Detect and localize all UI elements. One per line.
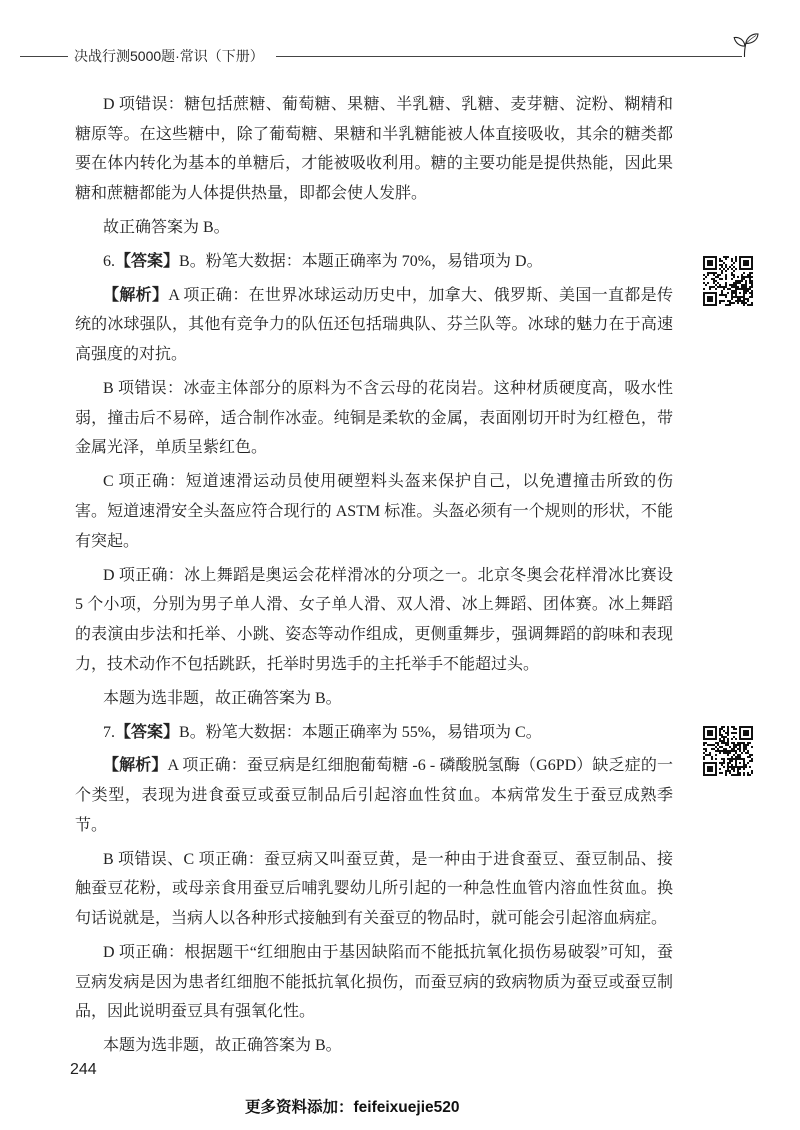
q6-answer-line	[75, 247, 673, 277]
q7-analysis-label: 【解析】	[103, 757, 168, 775]
q7-answer-text: B。粉笔大数据：本题正确率为 55%，易错项为 C。	[179, 723, 542, 741]
q7-number: 7.	[103, 723, 115, 741]
header-rule-right	[276, 56, 742, 57]
qr-code-icon	[703, 726, 753, 776]
q6-analysis-option-c: C 项正确：短道速滑运动员使用硬塑料头盔来保护自己，以免遭撞击所致的伤害。短道速滑安全头盔应符合现行的 ASTM 标准。头盔必须有一个规则的形状，不能有突起。	[75, 473, 673, 550]
q6-analysis-option-b: B 项错误：冰壶主体部分的原料为不含云母的花岗岩。这种材质硬度高，吸水性弱，撞击后不易碎，适合制作冰壶。纯铜是柔软的金属，表面刚切开时为红橙色，带金属光泽，单质呈紫红色。	[75, 380, 673, 457]
sprout-icon	[732, 31, 760, 59]
q6-answer-label: 【答案】	[115, 252, 180, 270]
footer-note: 更多资料添加：feifeixuejie520	[245, 1099, 460, 1116]
q6-analysis-option-d: D 项正确：冰上舞蹈是奥运会花样滑冰的分项之一。北京冬奥会花样滑冰比赛设 5 个小项，分别为男子单人滑、女子单人滑、双人滑、冰上舞蹈、团体赛。冰上舞蹈的表演由步法和托举、小跳、姿态等动作组成，更侧重舞步，强调舞蹈的韵味和表现力，技术动作不包括跳跃，托举时男选手的主托举手不能超过头。	[75, 566, 673, 673]
header-rule-left	[20, 56, 68, 57]
q7-analysis-option-bc: B 项错误、C 项正确：蚕豆病又叫蚕豆黄，是一种由于进食蚕豆、蚕豆制品、接触蚕豆花粉，或母亲食用蚕豆后哺乳婴幼儿所引起的一种急性血管内溶血性贫血。换句话说就是，当病人以各种形式接触到有关蚕豆的物品时，就可能会引起溶血病症。	[75, 850, 673, 928]
qr-code-icon	[703, 256, 753, 306]
previous-conclusion: 故正确答案为 B。	[103, 219, 230, 236]
q6-analysis-label: 【解析】	[103, 286, 169, 304]
page-number: 244	[70, 1061, 97, 1078]
q6-analysis-a-text: A 项正确：在世界冰球运动历史中，加拿大、俄罗斯、美国一直都是传统的冰球强队，其他有竞争力的队伍还包括瑞典队、芬兰队等。冰球的魅力在于高速高强度的对抗。	[75, 286, 673, 364]
q6-answer-text: B。粉笔大数据：本题正确率为 70%，易错项为 D。	[179, 252, 543, 270]
q7-answer-label: 【答案】	[115, 723, 180, 741]
header-title: 决战行测5000题·常识（下册）	[74, 48, 264, 64]
running-header	[0, 0, 800, 70]
q6-conclusion: 本题为选非题，故正确答案为 B。	[103, 689, 342, 707]
q6-number: 6.	[103, 252, 115, 270]
q7-conclusion: 本题为选非题，故正确答案为 B。	[103, 1037, 342, 1055]
q7-analysis-option-d: D 项正确：根据题干“红细胞由于基因缺陷而不能抵抗氧化损伤易破裂”可知，蚕豆病发病是因为患者红细胞不能抵抗氧化损伤，而蚕豆病的致病物质为蚕豆或蚕豆制品，因此说明蚕豆具有强氧化性。	[75, 944, 673, 1021]
page-body	[75, 90, 673, 1065]
q6-analysis-option-a	[75, 281, 673, 370]
q7-analysis-option-a	[75, 751, 673, 840]
q7-answer-line	[75, 718, 673, 748]
q7-analysis-a-text: A 项正确：蚕豆病是红细胞葡萄糖 -6 - 磷酸脱氢酶（G6PD）缺乏症的一个类型，表现为进食蚕豆或蚕豆制品后引起溶血性贫血。本病常发生于蚕豆成熟季节。	[75, 757, 673, 834]
previous-option-d-explanation: D 项错误：糖包括蔗糖、葡萄糖、果糖、半乳糖、乳糖、麦芽糖、淀粉、糊精和糖原等。在这些糖中，除了葡萄糖、果糖和半乳糖能被人体直接吸收，其余的糖类都要在体内转化为基本的单糖后，才能被吸收利用。糖的主要功能是提供热能，因此果糖和蔗糖都能为人体提供热量，即都会使人发胖。	[75, 96, 673, 203]
